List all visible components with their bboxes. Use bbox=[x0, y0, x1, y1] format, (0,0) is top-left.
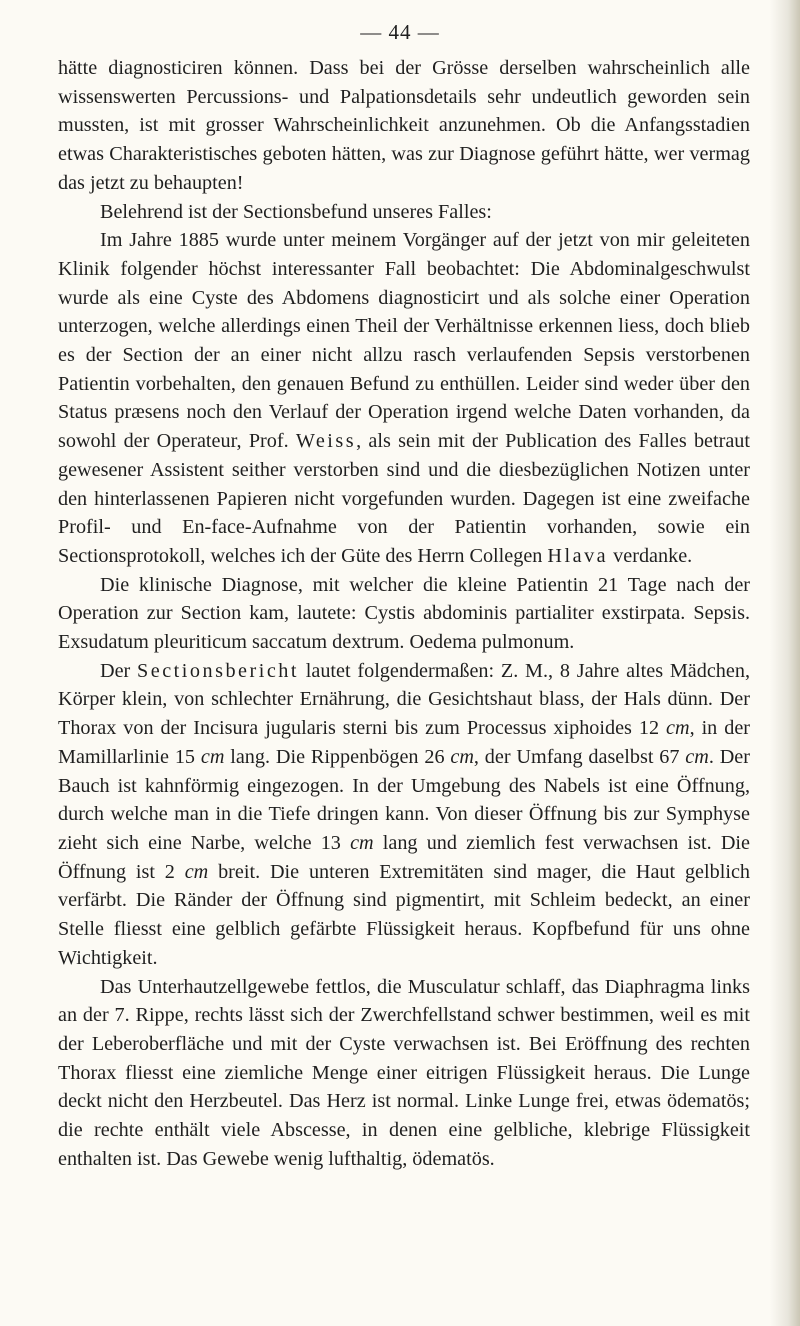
unit-text: cm bbox=[200, 745, 225, 768]
spaced-name: Weiss bbox=[295, 430, 357, 453]
spaced-name: Sectionsbericht bbox=[137, 659, 299, 682]
text-run: , in der Mamillarlinie 15 bbox=[58, 717, 750, 768]
unit-text: cm bbox=[685, 745, 709, 768]
text-run: , als sein mit der Publication des Falles betraut gewesener Assistent seither verstorben sind und die diesbezüglichen Notizen unter den hinterlassenen Papieren nicht vorgefunden wurden. Dagegen ist eine zweifache Profil- und En-face-Aufnahme von der Patientin vorhanden, sowie ein Sectionsprotokoll, welches ich der Güte des Herrn Collegen bbox=[58, 430, 750, 567]
page-edge-shadow bbox=[770, 0, 800, 1326]
text-run: lang und ziemlich fest verwachsen ist. Die Öffnung ist 2 bbox=[58, 831, 750, 883]
text-run: lang. Die Rippenbögen 26 bbox=[224, 745, 451, 768]
body-text bbox=[58, 54, 750, 1173]
text-run: Im Jahre 1885 wurde unter meinem Vorgänger auf der jetzt von mir geleiteten Klinik folgender höchst interessanter Fall beobachtet: Die Abdominalgeschwulst wurde als eine Cyste des Abdomens diagnosticirt und als solche einer Operation unterzogen, welche allerdings einen Theil der Verhältnisse erkennen liess, doch blieb es der Section der an einer nicht allzu rasch verlaufenden Sepsis verstorbenen Patientin vorbehalten, den genauen Befund zu enthüllen. Leider sind weder über den Status præsens noch den Verlauf der Operation irgend welche Daten vorhanden, da sowohl der Operateur, Prof. bbox=[58, 229, 750, 453]
paragraph-p1: hätte diagnosticiren können. Dass bei der Grösse derselben wahrscheinlich alle wissenswerten Percussions- und Palpationsdetails sehr undeutlich geworden sein mussten, ist mit grosser Wahrscheinlichkeit anzunehmen. Ob die Anfangsstadien etwas Charakteristisches geboten hätten, was zur Diagnose geführt hätte, wer vermag das jetzt zu behaupten! bbox=[58, 57, 750, 194]
text-run: , der Umfang daselbst 67 bbox=[473, 745, 686, 768]
unit-text: cm bbox=[450, 745, 474, 768]
unit-text: cm bbox=[350, 831, 374, 854]
paragraph-p5 bbox=[58, 657, 750, 973]
paragraph-p3 bbox=[58, 226, 750, 570]
paragraph-p4: Die klinische Diagnose, mit welcher die kleine Patientin 21 Tage nach der Operation zur Section kam, lautete: Cystis abdominis partialiter exstirpata. Sepsis. Exsudatum pleuriticum saccatum dextrum. Oedema pulmonum. bbox=[58, 573, 750, 654]
unit-text: cm bbox=[666, 717, 690, 740]
paragraph-p2: Belehrend ist der Sectionsbefund unseres Falles: bbox=[100, 200, 492, 223]
text-run: Der bbox=[100, 659, 138, 682]
unit-text: cm bbox=[184, 860, 209, 883]
text-run: verdanke. bbox=[608, 544, 693, 567]
spaced-name: Hlava bbox=[547, 544, 609, 567]
paragraph-p6: Das Unterhautzellgewebe fettlos, die Musculatur schlaff, das Diaphragma links an der 7. Rippe, rechts lässt sich der Zwerchfellstand schwer bestimmen, weil es mit der Leberoberfläche und mit der Cyste verwachsen ist. Bei Eröffnung des rechten Thorax fliesst eine ziemliche Menge einer eitrigen Flüssigkeit heraus. Die Lunge deckt nicht den Herzbeutel. Das Herz ist normal. Linke Lunge frei, etwas ödematös; die rechte enthält viele Abscesse, in denen eine gelbliche, klebrige Flüssigkeit enthalten ist. Das Gewebe wenig lufthaltig, ödematös. bbox=[58, 975, 750, 1170]
page-number: — 44 — bbox=[360, 20, 440, 44]
text-run: . Der Bauch ist kahnförmig eingezogen. In der Umgebung des Nabels ist eine Öffnung, durch welche man in die Tiefe dringen kann. Von dieser Öffnung bis zur Symphyse zieht sich eine Narbe, welche 13 bbox=[58, 745, 750, 854]
text-run: lautet folgendermaßen: Z. M., 8 Jahre altes Mädchen, Körper klein, von schlechter Ernährung, die Gesichtshaut blass, der Hals dünn. Der Thorax von der Incisura jugularis sterni bis zum Processus xiphoides 12 bbox=[58, 659, 750, 740]
text-run: breit. Die unteren Extremitäten sind mager, die Haut gelblich verfärbt. Die Ränder der Öffnung sind pigmentirt, mit Schleim bedeckt, an einer Stelle fliesst eine gelblich gefärbte Flüssigkeit heraus. Kopfbefund für uns ohne Wichtigkeit. bbox=[58, 860, 750, 969]
